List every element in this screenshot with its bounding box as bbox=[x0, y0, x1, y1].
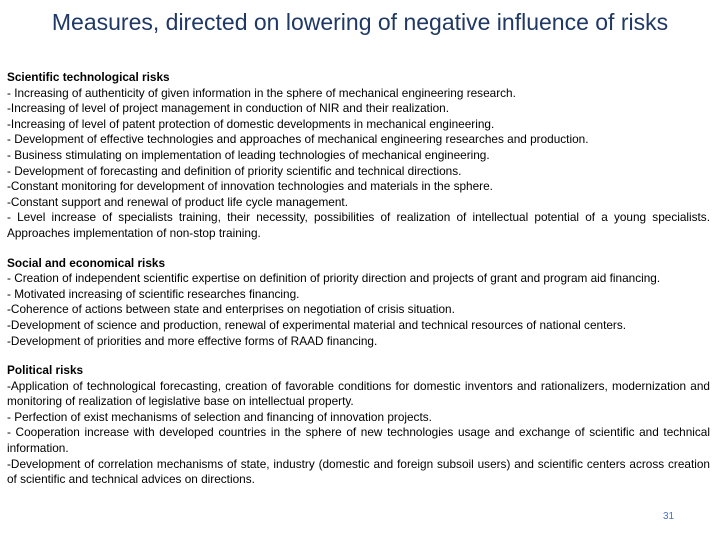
section-scientific-technological-risks bbox=[7, 70, 710, 242]
section-social-economical-risks bbox=[7, 256, 710, 350]
list-item: - Cooperation increase with developed countries in the sphere of new technologies usage and exchange of scientific and technical information. bbox=[7, 425, 710, 456]
list-item: - Development of effective technologies and approaches of mechanical engineering researches and production. bbox=[7, 132, 589, 147]
section-heading: Scientific technological risks bbox=[7, 70, 170, 84]
list-item: - Level increase of specialists training, their necessity, possibilities of realization of intellectual potential of a young specialists. Approaches implementation of non-stop training. bbox=[7, 210, 710, 240]
list-item: - Perfection of exist mechanisms of selection and financing of innovation projects. bbox=[7, 409, 432, 424]
list-item: - Creation of independent scientific expertise on definition of priority direction and projects of grant and program aid financing. bbox=[7, 271, 661, 286]
section-heading: Political risks bbox=[7, 363, 84, 378]
list-item: -Coherence of actions between state and enterprises on negotiation of crisis situation. bbox=[7, 302, 455, 317]
slide-title: Measures, directed on lowering of negative influence of risks bbox=[51, 9, 669, 35]
list-item: -Constant monitoring for development of innovation technologies and materials in the sphere. bbox=[7, 179, 493, 194]
list-item: -Development of priorities and more effective forms of RAAD financing. bbox=[7, 333, 378, 348]
list-item: -Development of correlation mechanisms of state, industry (domestic and foreign subsoil users) and scientific centers across creation of scientific and technical advices on directions. bbox=[7, 456, 710, 487]
list-item: - Development of forecasting and definition of priority scientific and technical directions. bbox=[7, 163, 462, 178]
list-item: -Increasing of level of project management in conduction of NIR and their realization. bbox=[7, 101, 449, 116]
section-political-risks bbox=[7, 363, 710, 488]
list-item: -Constant support and renewal of product life cycle management. bbox=[7, 194, 348, 209]
list-item: -Application of technological forecasting, creation of favorable conditions for domestic inventors and rationalizers, modernization and monitoring of realization of legislative base on intellectual property. bbox=[7, 378, 710, 409]
list-item: - Motivated increasing of scientific researches financing. bbox=[7, 286, 300, 301]
list-item: - Business stimulating on implementation of leading technologies of mechanical engineering. bbox=[7, 147, 490, 162]
section-heading: Social and economical risks bbox=[7, 255, 166, 270]
slide-content bbox=[7, 70, 710, 502]
list-item: - Increasing of authenticity of given information in the sphere of mechanical engineering research. bbox=[7, 85, 516, 100]
list-item: -Increasing of level of patent protection of domestic developments in mechanical engineering. bbox=[7, 116, 495, 131]
page-number: 31 bbox=[663, 511, 675, 522]
list-item: -Development of science and production, renewal of experimental material and technical resources of national centers. bbox=[7, 317, 627, 332]
